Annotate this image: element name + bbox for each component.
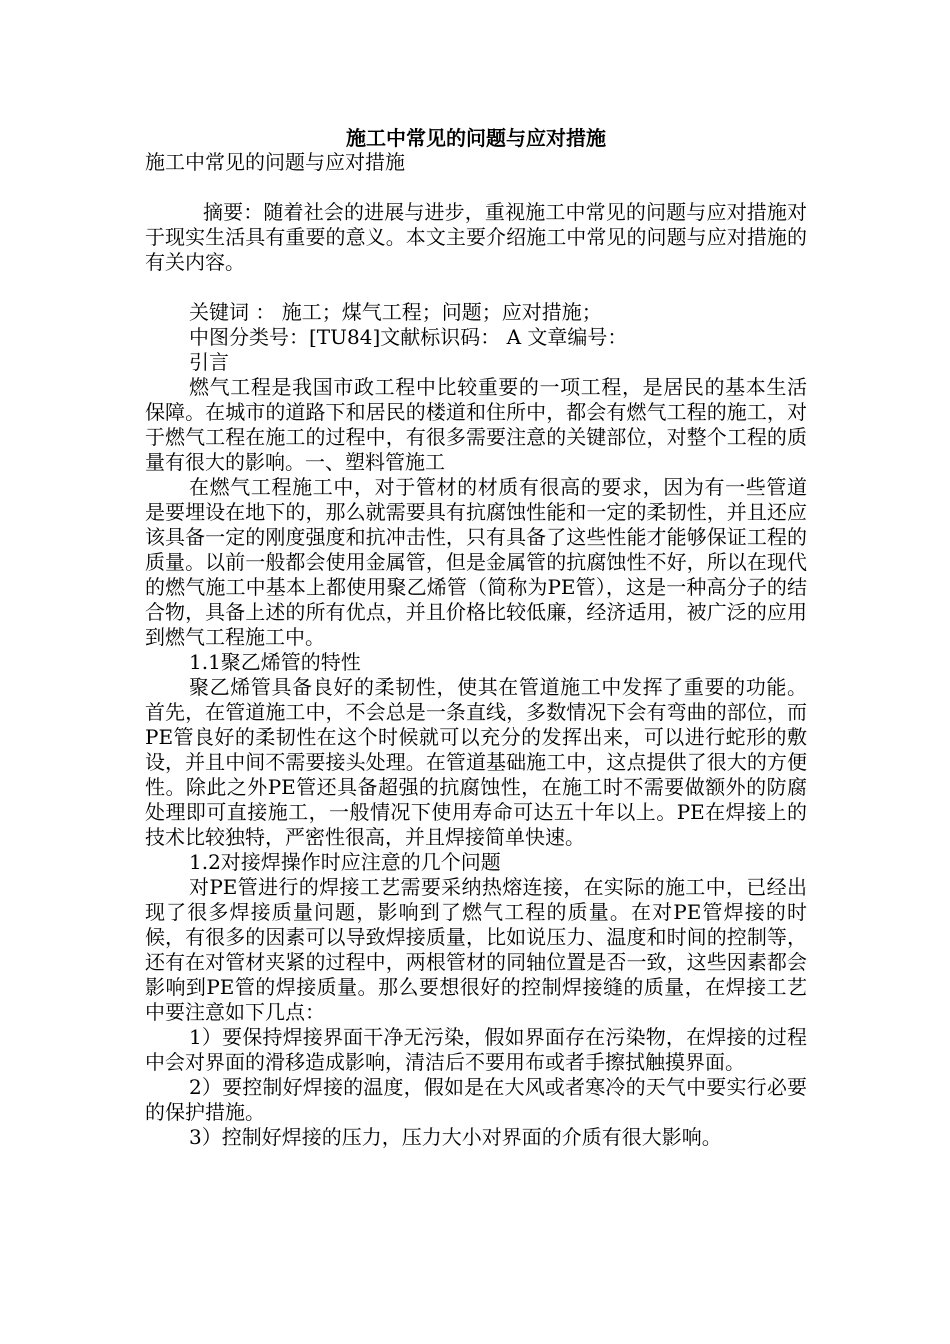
section-1-1-heading: 1.1聚乙烯管的特性	[189, 650, 361, 674]
intro-heading: 引言	[189, 350, 229, 374]
keywords-line: 关键词 ： 施工；煤气工程；问题；应对措施；	[189, 300, 602, 324]
document-body	[145, 300, 807, 1150]
section-1-2-paragraph: 对PE管进行的焊接工艺需要采纳热熔连接，在实际的施工中，已经出现了很多焊接质量问题，影响到了燃气工程的质量。在对PE管焊接的时候，有很多的因素可以导致焊接质量，比如说压力、温度和时间的控制等，还有在对管材夹紧的过程中，两根管材的同轴位置是否一致，这些因素都会影响到PE管的焊接质量。那么要想很好的控制焊接缝的质量，在焊接工艺中要注意如下几点：	[145, 875, 807, 1024]
intro-paragraph-text: 燃气工程是我国市政工程中比较重要的一项工程，是居民的基本生活保障。在城市的道路下和居民的楼道和住所中，都会有燃气工程的施工，对于燃气工程在施工的过程中，有很多需要注意的关键部位，对整个工程的质量有很大的影响。	[145, 375, 807, 474]
list-item-point-2: 2）要控制好焊接的温度，假如是在大风或者寒冷的天气中要实行必要的保护措施。	[145, 1075, 807, 1124]
section-1-1-paragraph: 聚乙烯管具备良好的柔韧性，使其在管道施工中发挥了重要的功能。首先，在管道施工中，不会总是一条直线，多数情况下会有弯曲的部位，而PE管良好的柔韧性在这个时候就可以充分的发挥出来，可以进行蛇形的敷设，并且中间不需要接头处理。在管道基础施工中，这点提供了很大的方便性。除此之外PE管还具备超强的抗腐蚀性，在施工时不需要做额外的防腐处理即可直接施工，一般情况下使用寿命可达五十年以上。PE在焊接上的技术比较独特，严密性很高，并且焊接简单快速。	[145, 675, 807, 849]
classification-line: 中图分类号：[TU84]文献标识码： A 文章编号：	[189, 325, 628, 349]
list-item-point-1: 1）要保持焊接界面干净无污染，假如界面存在污染物，在焊接的过程中会对界面的滑移造成影响，清洁后不要用布或者手擦拭触摸界面。	[145, 1025, 807, 1074]
section-1-2-heading: 1.2对接焊操作时应注意的几个问题	[189, 850, 501, 874]
intro-paragraph	[145, 375, 807, 475]
document-subtitle: 施工中常见的问题与应对措施	[145, 150, 405, 174]
abstract-paragraph: 摘要：随着社会的进展与进步，重视施工中常见的问题与应对措施对于现实生活具有重要的意义。本文主要介绍施工中常见的问题与应对措施的有关内容。	[145, 200, 807, 274]
section-1-paragraph: 在燃气工程施工中，对于管材的材质有很高的要求，因为有一些管道是要埋设在地下的，那么就需要具有抗腐蚀性能和一定的柔韧性，并且还应该具备一定的刚度强度和抗冲击性，只有具备了这些性能才能够保证工程的质量。以前一般都会使用金属管，但是金属管的抗腐蚀性不好，所以在现代的燃气施工中基本上都使用聚乙烯管（简称为PE管），这是一种高分子的结合物，具备上述的所有优点，并且价格比较低廉，经济适用，被广泛的应用到燃气工程施工中。	[145, 475, 807, 649]
section-1-heading: 一、塑料管施工	[305, 450, 445, 474]
document-title: 施工中常见的问题与应对措施	[346, 126, 606, 150]
list-item-point-3: 3）控制好焊接的压力，压力大小对界面的介质有很大影响。	[189, 1125, 722, 1149]
